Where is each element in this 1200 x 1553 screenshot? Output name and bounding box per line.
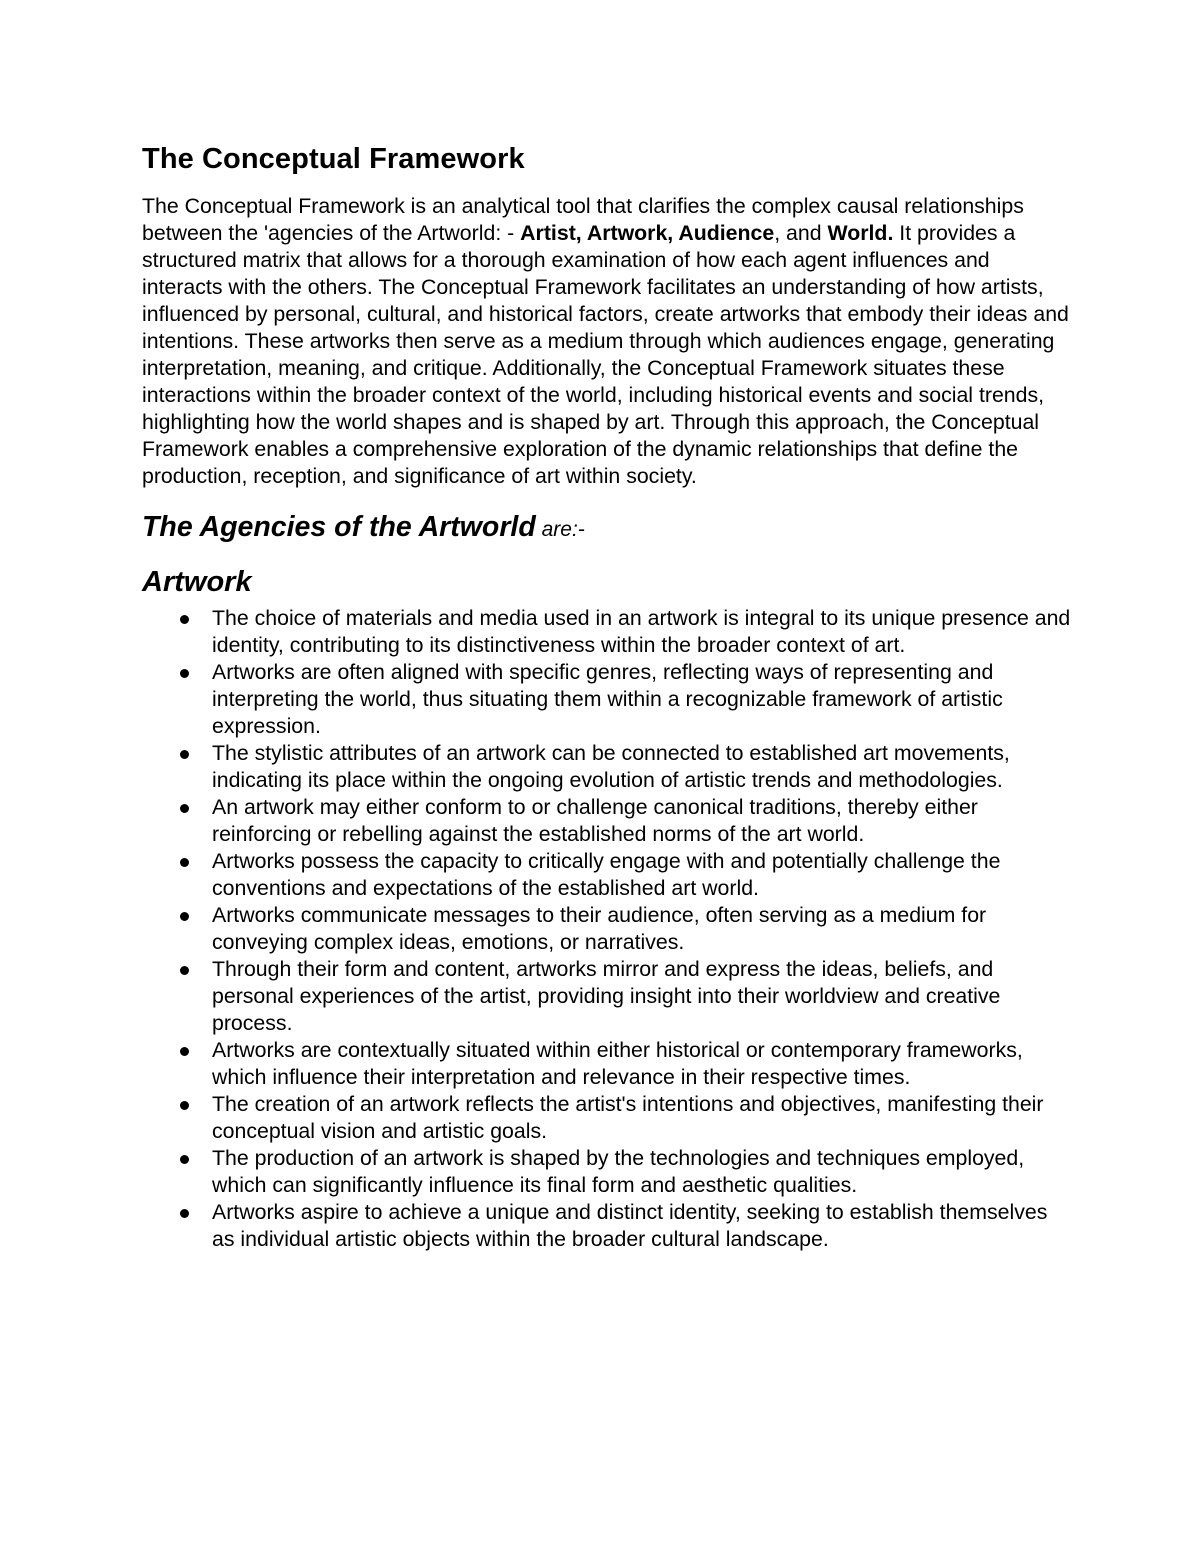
list-item-text: Artworks are contextually situated within either historical or contemporary frameworks, which influence their interpretation and relevance in their respective times. — [212, 1038, 1023, 1089]
section-heading-artwork: Artwork — [142, 566, 252, 598]
document-page — [142, 140, 1072, 1253]
list-item-text: The stylistic attributes of an artwork can be connected to established art movements, indicating its place within the ongoing evolution of artistic trends and methodologies. — [212, 741, 1010, 792]
intro-bold-agencies: Artist, Artwork, Audience — [520, 221, 775, 245]
intro-text-1: The Conceptual Framework is an analytical tool that clarifies the complex causal relationships between the 'agencies of the Artworld: - — [142, 194, 1024, 245]
list-item-text: Artworks aspire to achieve a unique and distinct identity, seeking to establish themselves as individual artistic objects within the broader cultural landscape. — [212, 1200, 1048, 1251]
bullet-icon — [180, 804, 189, 813]
document-title: The Conceptual Framework — [142, 143, 525, 175]
bullet-icon — [180, 1209, 189, 1218]
list-item — [142, 605, 1072, 659]
list-item — [142, 740, 1072, 794]
list-item-text: Artworks communicate messages to their audience, often serving as a medium for conveying complex ideas, emotions, or narratives. — [212, 903, 987, 954]
agencies-heading-text: The Agencies of the Artworld — [142, 511, 536, 543]
bullet-icon — [180, 615, 189, 624]
list-item — [142, 1037, 1072, 1091]
agencies-heading-suffix: are:- — [535, 518, 585, 541]
list-item-text: An artwork may either conform to or challenge canonical traditions, thereby either reinforcing or rebelling against the established norms of the art world. — [212, 795, 978, 846]
list-item-text: The production of an artwork is shaped by the technologies and techniques employed, which can significantly influence its final form and aesthetic qualities. — [212, 1146, 1025, 1197]
bullet-icon — [180, 966, 189, 975]
bullet-icon — [180, 1101, 189, 1110]
intro-paragraph — [142, 193, 1072, 490]
bullet-icon — [180, 750, 189, 759]
list-item-text: Artworks are often aligned with specific genres, reflecting ways of representing and interpreting the world, thus situating them within a recognizable framework of artistic expression. — [212, 660, 1003, 738]
list-item-text: The creation of an artwork reflects the artist's intentions and objectives, manifesting their conceptual vision and artistic goals. — [212, 1092, 1044, 1143]
bullet-icon — [180, 669, 189, 678]
list-item — [142, 1199, 1072, 1253]
bullet-icon — [180, 1155, 189, 1164]
list-item — [142, 794, 1072, 848]
list-item — [142, 956, 1072, 1037]
artwork-bullet-list — [142, 605, 1072, 1253]
agencies-heading — [142, 508, 1072, 549]
list-item-text: Artworks possess the capacity to critically engage with and potentially challenge the conventions and expectations of the established art world. — [212, 849, 1001, 900]
list-item-text: Through their form and content, artworks mirror and express the ideas, beliefs, and personal experiences of the artist, providing insight into their worldview and creative process. — [212, 957, 1001, 1035]
list-item — [142, 659, 1072, 740]
list-item-text: The choice of materials and media used in an artwork is integral to its unique presence and identity, contributing to its distinctiveness within the broader context of art. — [212, 606, 1071, 657]
bullet-icon — [180, 912, 189, 921]
intro-text-2: , and — [774, 221, 828, 245]
list-item — [142, 902, 1072, 956]
intro-text-3: It provides a structured matrix that allows for a thorough examination of how each agent influences and interacts with the others. The Conceptual Framework facilitates an understanding of how artists, influenced by personal, cultural, and historical factors, create artworks that embody their ideas and intentions. These artworks then serve as a medium through which audiences engage, generating interpretation, meaning, and critique. Additionally, the Conceptual Framework situates these interactions within the broader context of the world, including historical events and social trends, highlighting how the world shapes and is shaped by art. Through this approach, the Conceptual Framework enables a comprehensive exploration of the dynamic relationships that define the production, reception, and significance of art within society. — [142, 221, 1069, 488]
bullet-icon — [180, 858, 189, 867]
list-item — [142, 1145, 1072, 1199]
list-item — [142, 848, 1072, 902]
intro-bold-world: World. — [827, 221, 894, 245]
list-item — [142, 1091, 1072, 1145]
bullet-icon — [180, 1047, 189, 1056]
